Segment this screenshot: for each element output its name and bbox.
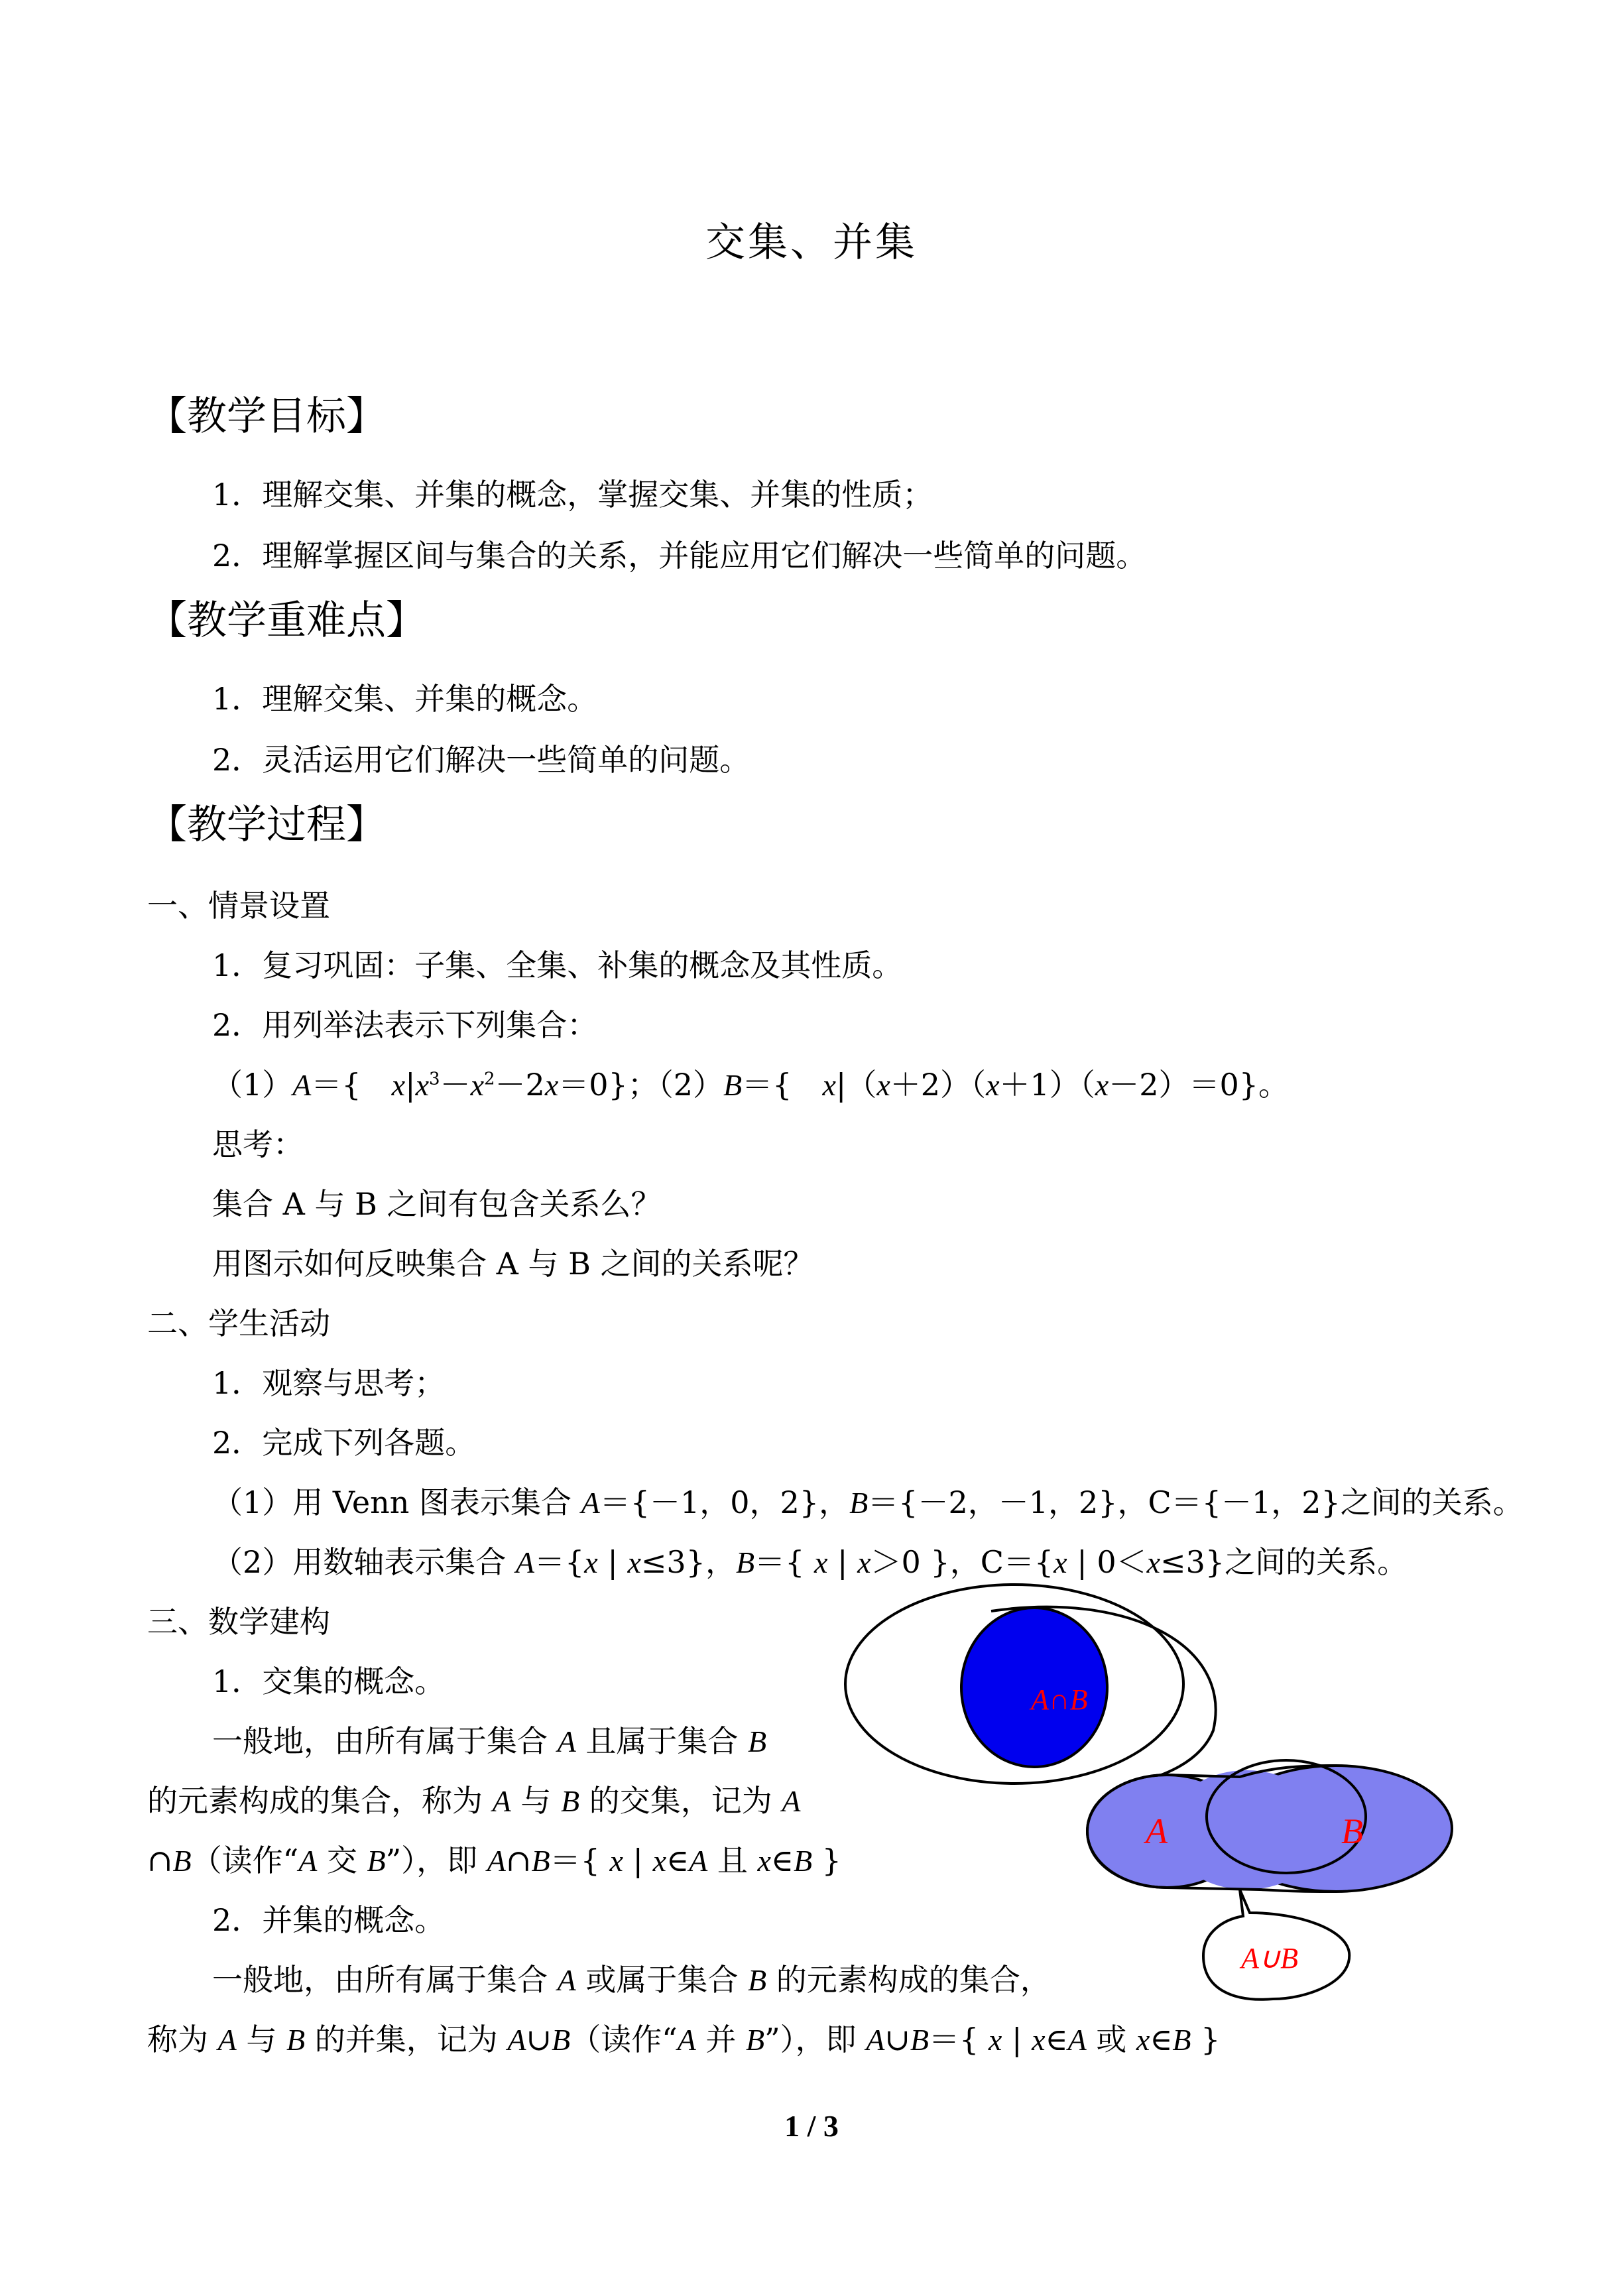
union-callout-label: A∪B <box>1241 1942 1298 1974</box>
set-definitions: （1）A＝{ $x|x^3-x^2-2x=0$}；（2）B＝{ x|（x＋2）（x＋1）（x－2）＝0}。 <box>212 1067 1289 1103</box>
part1-heading: 一、情景设置 <box>147 888 330 924</box>
part2-heading: 二、学生活动 <box>147 1305 330 1341</box>
objective-1: 1．理解交集、并集的概念，掌握交集、并集的性质； <box>212 477 933 513</box>
page-number: 1 / 3 <box>784 2109 839 2143</box>
intersection-label: A∩B <box>1031 1683 1088 1716</box>
key-point-2: 2．灵活运用它们解决一些简单的问题。 <box>212 742 751 778</box>
union-label-b: B <box>1341 1811 1363 1851</box>
part3-heading: 三、数学建构 <box>147 1604 330 1640</box>
part3-item2: 2．并集的概念。 <box>212 1902 446 1938</box>
part2-item2: 2．完成下列各题。 <box>212 1425 476 1461</box>
key-points-heading: 【教学重难点】 <box>147 597 426 644</box>
intersection-def-line2: 的元素构成的集合，称为 A 与 B 的交集，记为 A <box>147 1783 801 1819</box>
intersection-def-line1: 一般地，由所有属于集合 A 且属于集合 B <box>212 1723 767 1759</box>
page-title: 交集、并集 <box>705 219 918 266</box>
question-1: 集合 A 与 B 之间有包含关系么？ <box>212 1186 662 1222</box>
think-label: 思考： <box>212 1126 304 1162</box>
union-label-a: A <box>1146 1811 1168 1851</box>
part3-item1: 1．交集的概念。 <box>212 1663 446 1699</box>
union-def-line1: 一般地，由所有属于集合 A 或属于集合 B 的元素构成的集合， <box>212 1962 1051 1998</box>
exercise-2: （2）用数轴表示集合 A＝{x | x≤3}，B＝{ x | x＞0 }，C＝{x | 0＜x≤3}之间的关系。 <box>212 1544 1408 1580</box>
union-def-line2: 称为 A 与 B 的并集，记为 A∪B（读作“A 并 B”），即 A∪B＝{ x | x∈A 或 x∈B } <box>147 2022 1221 2057</box>
objective-2: 2．理解掌握区间与集合的关系，并能应用它们解决一些简单的问题。 <box>212 538 1147 574</box>
exercise-1: （1）用 Venn 图表示集合 A＝{－1，0，2}，B＝{－2，－1，2}，C＝{－1，2}之间的关系。 <box>212 1484 1524 1520</box>
process-heading: 【教学过程】 <box>147 802 386 848</box>
intersection-def-line3: ∩B（读作“A 交 B”），即 A∩B＝{ x | x∈A 且 x∈B } <box>147 1843 841 1878</box>
part1-item1: 1．复习巩固：子集、全集、补集的概念及其性质。 <box>212 947 903 983</box>
part1-item2: 2．用列举法表示下列集合： <box>212 1007 598 1043</box>
key-point-1: 1．理解交集、并集的概念。 <box>212 681 598 717</box>
part2-item1: 1．观察与思考； <box>212 1365 446 1401</box>
objectives-heading: 【教学目标】 <box>147 393 386 440</box>
question-2: 用图示如何反映集合 A 与 B 之间的关系呢？ <box>212 1246 814 1282</box>
